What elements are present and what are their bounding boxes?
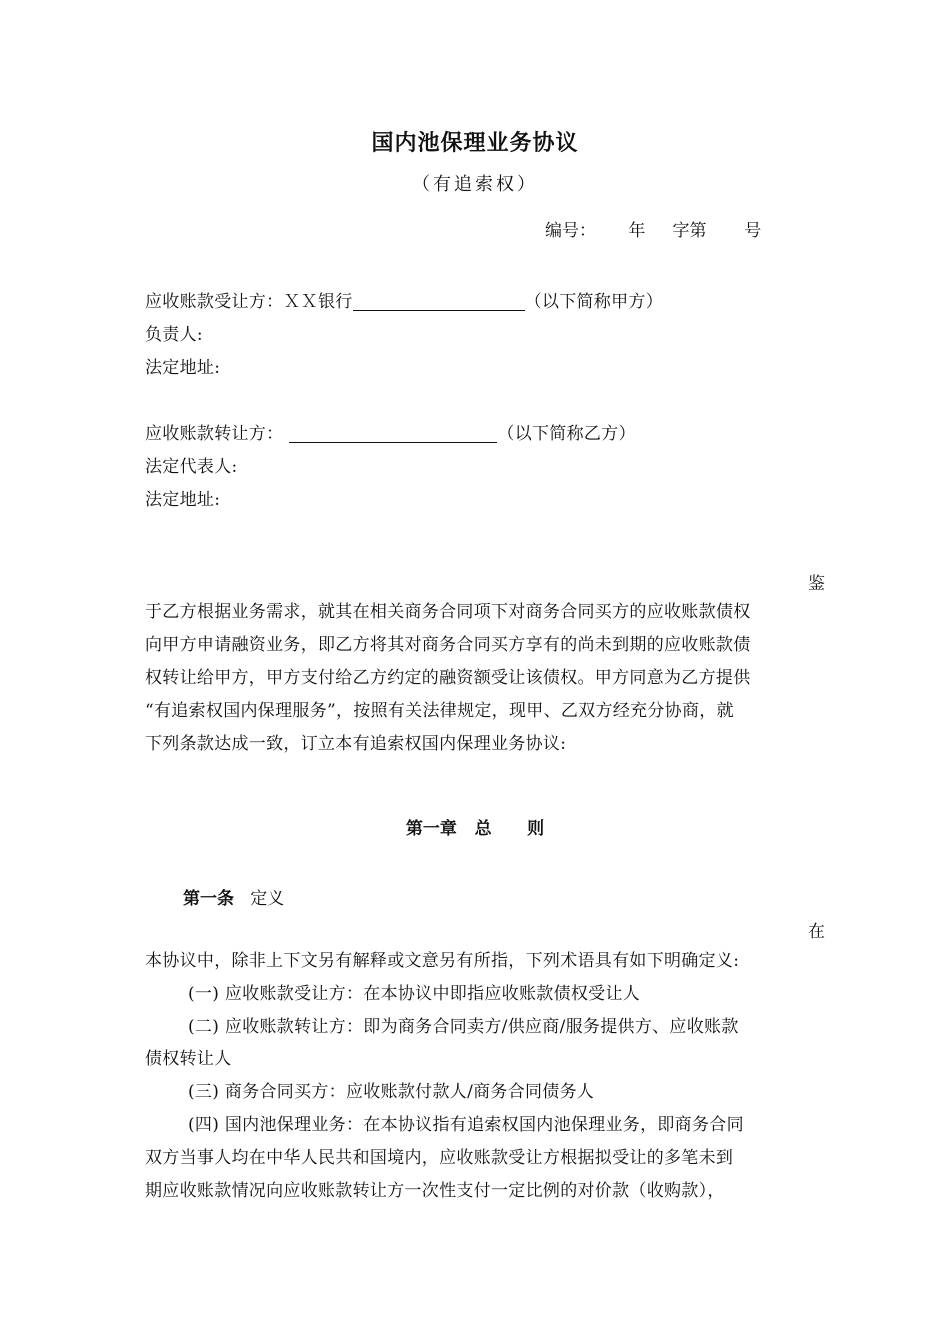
party-b-line	[145, 422, 636, 446]
preamble-line: “有追索权国内保理服务”，按照有关法律规定，现甲、乙双方经充分协商，就	[145, 701, 734, 721]
definition-item-cont: 期应收账款情况向应收账款转让方一次性支付一定比例的对价款（收购款），	[145, 1181, 725, 1201]
article-heading	[183, 884, 284, 909]
definition-item: (二) 应收账款转让方：即为商务合同卖方/供应商/服务提供方、应收账款	[188, 1017, 739, 1037]
chapter-heading: 第一章 总 则	[405, 819, 545, 839]
party-a-address: 法定地址:	[145, 358, 221, 378]
article-title: 定义	[250, 889, 285, 909]
article-label: 第一条	[183, 889, 234, 909]
preamble-line: 下列条款达成一致，订立本有追索权国内保理业务协议:	[145, 734, 567, 754]
party-a-line	[145, 290, 663, 314]
party-a-blank	[353, 292, 525, 311]
definition-item: (四) 国内池保理业务：在本协议指有追索权国内池保理业务，即商务合同	[188, 1115, 744, 1135]
article-intro: 本协议中，除非上下文另有解释或文意另有所指，下列术语具有如下明确定义:	[145, 951, 740, 971]
party-b-address: 法定地址:	[145, 490, 221, 510]
definition-item: (三) 商务合同买方：应收账款付款人/商务合同债务人	[188, 1082, 595, 1102]
article-first-char: 在	[808, 922, 825, 942]
definition-item: (一) 应收账款受让方：在本协议中即指应收账款债权受让人	[188, 984, 641, 1004]
preamble-line: 于乙方根据业务需求，就其在相关商务合同项下对商务合同买方的应收账款债权	[145, 602, 751, 622]
party-b-rep: 法定代表人:	[145, 457, 238, 477]
document-subtitle: （有追索权）	[412, 174, 538, 195]
definition-item-cont: 双方当事人均在中华人民共和国境内，应收账款受让方根据拟受让的多笔未到	[145, 1148, 734, 1168]
definition-item-cont: 债权转让人	[145, 1049, 232, 1069]
party-a-head: 负责人:	[145, 325, 203, 345]
party-b-label: 应收账款转让方：	[145, 424, 284, 444]
party-b-suffix: （以下简称乙方）	[497, 424, 636, 444]
preamble-line: 权转让给甲方，甲方支付给乙方约定的融资额受让该债权。甲方同意为乙方提供	[145, 668, 751, 688]
preamble-first-char: 鉴	[808, 574, 825, 594]
party-a-suffix: （以下简称甲方）	[524, 292, 664, 312]
party-b-blank	[289, 424, 497, 443]
preamble-line: 向甲方申请融资业务，即乙方将其对商务合同买方享有的尚未到期的应收账款债	[145, 635, 751, 655]
document-title: 国内池保理业务协议	[371, 131, 579, 156]
party-a-label: 应收账款受让方：ＸＸ银行	[145, 292, 353, 312]
contract-number: 编号： 年 字第 号	[545, 221, 762, 241]
